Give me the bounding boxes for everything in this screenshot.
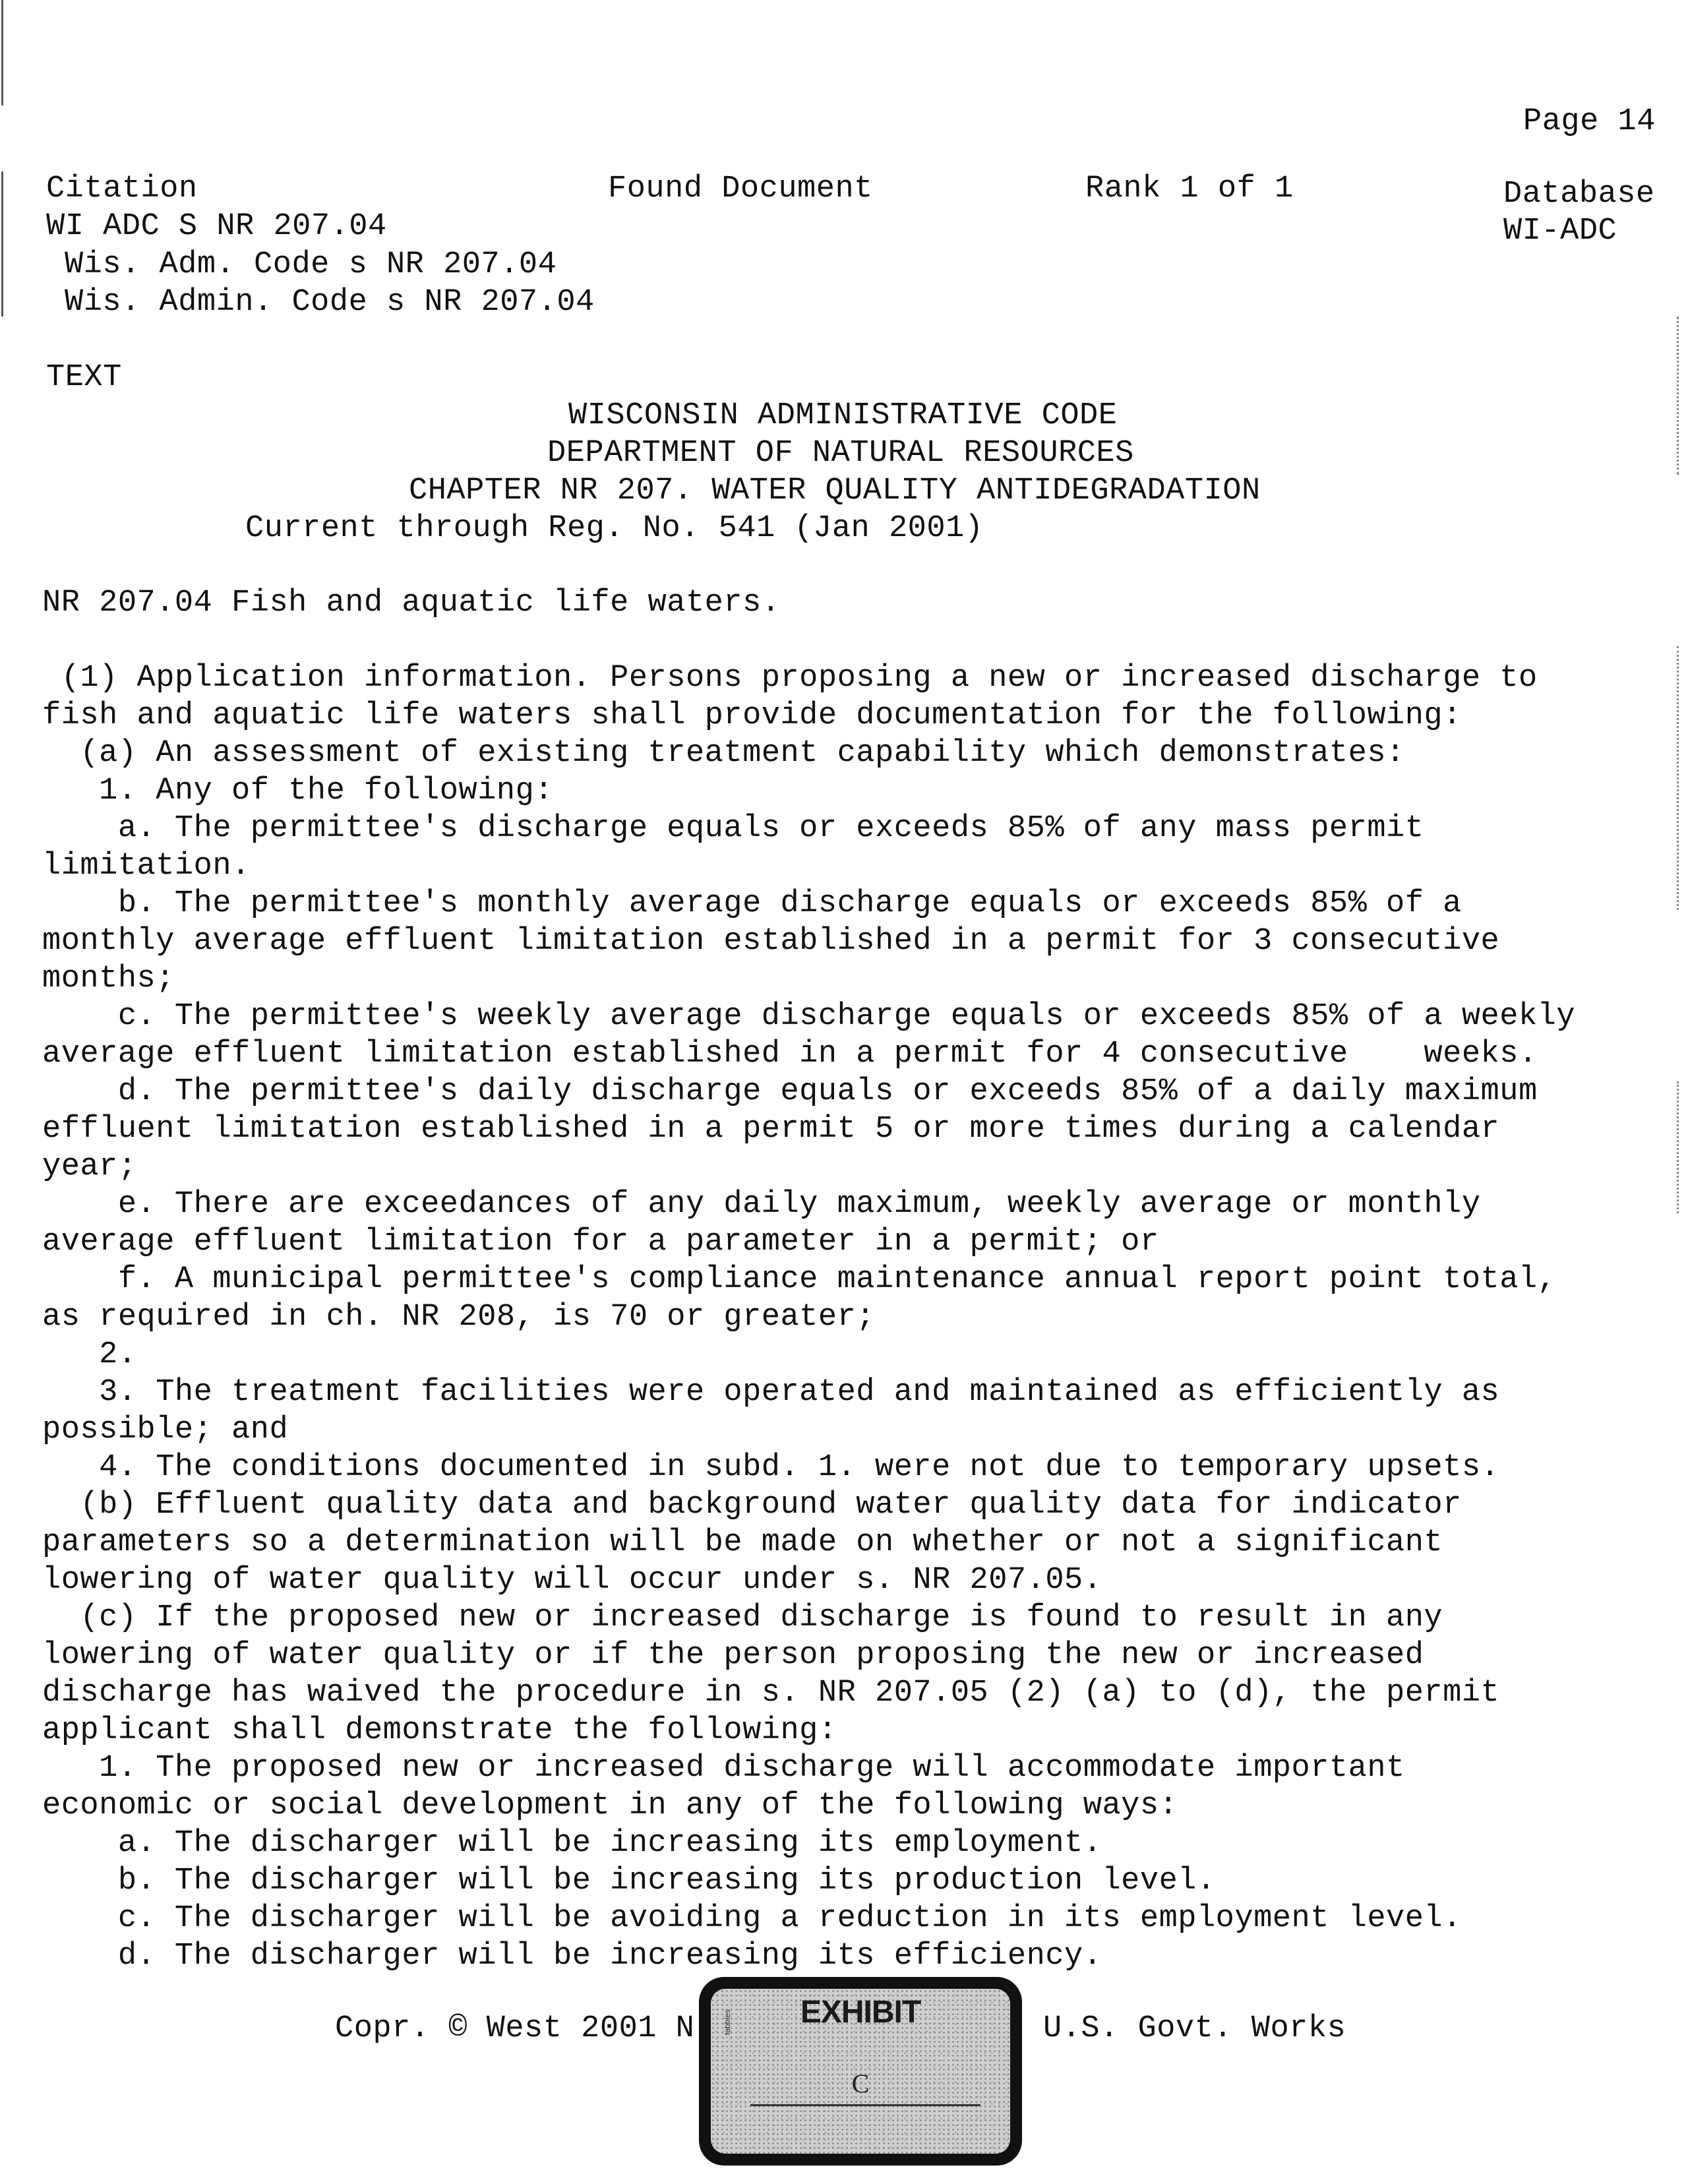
section-heading: NR 207.04 Fish and aquatic life waters. — [42, 586, 781, 621]
body-line: 1. Any of the following: — [42, 774, 554, 808]
scan-edge-marks — [1677, 1081, 1681, 1213]
citation-label: Citation — [46, 171, 198, 206]
body-line: average effluent limitation for a parameter in a permit; or — [42, 1225, 1159, 1259]
department-title: DEPARTMENT OF NATURAL RESOURCES — [547, 436, 1134, 471]
scan-edge-marks — [1677, 646, 1681, 910]
alt-citation-1: Wis. Adm. Code s NR 207.04 — [65, 247, 557, 282]
body-line: c. The permittee's weekly average discharge equals or exceeds 85% of a weekly — [42, 999, 1576, 1034]
exhibit-stamp — [699, 1977, 1022, 2166]
body-line: economic or social development in any of the following ways: — [42, 1788, 1178, 1823]
body-line: 1. The proposed new or increased discharge will accommodate important — [42, 1751, 1405, 1786]
rank-label: Rank 1 of 1 — [1085, 171, 1294, 206]
body-line: e. There are exceedances of any daily maximum, weekly average or monthly — [42, 1187, 1481, 1222]
chapter-title: CHAPTER NR 207. WATER QUALITY ANTIDEGRADATION — [409, 473, 1261, 508]
text-section-label: TEXT — [46, 360, 122, 395]
body-line: 4. The conditions documented in subd. 1. were not due to temporary upsets. — [42, 1450, 1500, 1485]
citation-value: WI ADC S NR 207.04 — [46, 209, 387, 244]
body-line: d. The discharger will be increasing its efficiency. — [42, 1939, 1102, 1974]
body-line: d. The permittee's daily discharge equals or exceeds 85% of a daily maximum — [42, 1074, 1538, 1109]
body-line: year; — [42, 1149, 137, 1184]
scan-edge-line — [1, 171, 3, 317]
body-line: limitation. — [42, 849, 251, 884]
copyright-right: U.S. Govt. Works — [1043, 2011, 1346, 2046]
exhibit-stamp-letter: C — [851, 2069, 870, 2098]
body-line: average effluent limitation established in a permit for 4 consecutive weeks. — [42, 1037, 1538, 1072]
exhibit-stamp-face — [711, 1989, 1010, 2154]
currency-note: Current through Reg. No. 541 (Jan 2001) — [245, 511, 984, 546]
body-line: possible; and — [42, 1412, 289, 1447]
body-line: applicant shall demonstrate the following: — [42, 1713, 837, 1748]
body-line: discharge has waived the procedure in s. NR 207.05 (2) (a) to (d), the permit — [42, 1676, 1500, 1711]
alt-citation-2: Wis. Admin. Code s NR 207.04 — [65, 285, 595, 320]
body-line: monthly average effluent limitation established in a permit for 3 consecutive — [42, 924, 1500, 959]
body-line: effluent limitation established in a permit 5 or more times during a calendar — [42, 1112, 1500, 1147]
body-line: c. The discharger will be avoiding a reduction in its employment level. — [42, 1901, 1462, 1936]
exhibit-stamp-title: EXHIBIT — [800, 1995, 921, 2030]
body-line: f. A municipal permittee's compliance maintenance annual report point total, — [42, 1262, 1557, 1297]
body-line: b. The discharger will be increasing its production level. — [42, 1864, 1216, 1898]
body-line: (1) Application information. Persons proposing a new or increased discharge to — [42, 661, 1538, 696]
body-line: months; — [42, 961, 175, 996]
body-line: fish and aquatic life waters shall provide documentation for the following: — [42, 698, 1462, 733]
database-label: Database — [1503, 177, 1655, 212]
copyright-left: Copr. © West 2001 N — [335, 2011, 695, 2046]
body-line: lowering of water quality will occur under s. NR 207.05. — [42, 1563, 1102, 1598]
scan-edge-marks — [1677, 317, 1681, 475]
body-line: lowering of water quality or if the person proposing the new or increased — [42, 1638, 1424, 1673]
exhibit-stamp-rule — [750, 2104, 980, 2106]
database-value: WI-ADC — [1503, 214, 1617, 249]
found-document-label: Found Document — [608, 171, 873, 206]
body-line: (b) Effluent quality data and background water quality data for indicator — [42, 1488, 1462, 1523]
body-line: as required in ch. NR 208, is 70 or greater; — [42, 1300, 876, 1335]
body-line: 2. — [42, 1337, 137, 1372]
code-title: WISCONSIN ADMINISTRATIVE CODE — [568, 398, 1118, 433]
body-line: a. The discharger will be increasing its employment. — [42, 1826, 1102, 1861]
body-line: 3. The treatment facilities were operated and maintained as efficiently as — [42, 1375, 1500, 1410]
scan-edge-line — [1, 0, 3, 106]
body-line: parameters so a determination will be made on whether or not a significant — [42, 1525, 1443, 1560]
page-number: Page 14 — [1523, 104, 1656, 139]
body-line: (c) If the proposed new or increased discharge is found to result in any — [42, 1600, 1443, 1635]
body-line: b. The permittee's monthly average discharge equals or exceeds 85% of a — [42, 886, 1462, 921]
body-line: a. The permittee's discharge equals or exceeds 85% of any mass permit — [42, 811, 1424, 846]
exhibit-stamp-brand: tabbles — [723, 2009, 732, 2035]
body-line: (a) An assessment of existing treatment capability which demonstrates: — [42, 736, 1405, 771]
